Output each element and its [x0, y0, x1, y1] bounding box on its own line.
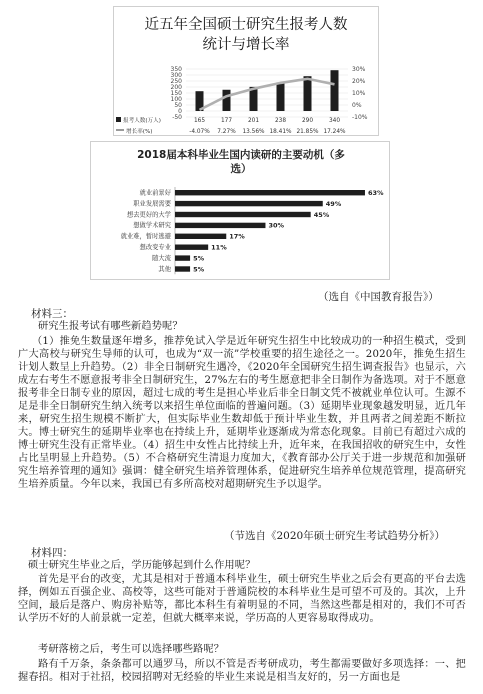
chart2-title-line1: 2018届本科毕业生国内读研的主要动机（多	[137, 149, 345, 161]
chart1-y-tick: 100	[170, 96, 182, 103]
chart2-category-label: 想去更好的大学	[126, 211, 171, 219]
chart1-bar	[277, 82, 285, 111]
chart2-value-label: 5%	[193, 265, 205, 274]
chart2-bar	[175, 255, 190, 260]
material3-body: （1）推免生数量逐年增多，推荐免试入学是近年研究生招生中比较成功的一种招生模式，受到广大高校与研究生导师的认可，也成为“双一流”学校重要的招生途径之一。2020年，推免生招生计划人数呈上升趋势。（2）非全日制研究生遇冷，《2020年全国研究生招生调查报告》也显示，六成左右考生不愿意报考非全日制研究生，27%左右的考生愿意把非全日制作为备选项。对于不愿意报考非全日制专业的原因，超过七成的考生是担心毕业后非全日制文凭不被就业单位认可。生源不足是非全日制研究生纳入统考以来招生单位面临的普遍问题。（3）延期毕业现象越发明显，近几年来，研究生招生规模不断扩大，但实际毕业生数却低于预计毕业生数，并且两者之间差距不断拉大。博士研究生的延期毕业率也在持续上升，延期毕业逐渐成为常态化现象。目前已有超过六成的博士研究生没有正常毕业。（4）招生中女性占比持续上升，近年来，在我国招收的研究生中，女性占比呈明显上升趋势。（5）不合格研究生清退力度加大，《教育部办公厅关于进一步规范和加强研究生培养管理的通知》强调：健全研究生培养管理体系，促进研究生培养单位规范管理，提高研究生培养质量。今年以来，我国已有多所高校对超期研究生予以退学。	[18, 336, 466, 490]
chart2-category-label: 其他	[158, 265, 171, 273]
chart1-y2-tick: 20%	[352, 78, 366, 85]
chart2-value-label: 5%	[193, 254, 205, 263]
chart1-y2-tick: 30%	[352, 66, 366, 73]
chart2-category-label: 想做学术研究	[133, 222, 171, 230]
chart1-y-tick: 50	[174, 102, 182, 109]
chart2-title-line2: 选）	[230, 163, 252, 175]
chart2-bar	[175, 223, 265, 228]
chart2-bar	[175, 234, 226, 239]
chart2-value-label: 17%	[229, 232, 245, 241]
chart1-y-tick: -50	[172, 114, 182, 121]
chart1-y2-tick: 0%	[352, 102, 362, 109]
chart1-title-line1: 近五年全国硕士研究生报考人数	[144, 17, 348, 33]
chart2-bar	[175, 201, 323, 206]
chart1-y-tick: 200	[170, 84, 182, 91]
chart1-y-tick: 0	[178, 108, 182, 115]
chart1-legend-bars: 报考人数(万人)	[123, 118, 161, 124]
chart1-data-label-rate: 13.56%	[242, 129, 265, 135]
material4-body-2: 路有千万条，条条都可以通罗马，所以不管是否考研成功，考生都需要做好多项选择：一、把握春招。相对于社招，校园招聘对无经验的毕业生来说是相当友好的，另一方面也是	[18, 659, 466, 683]
chart1-y-tick: 150	[170, 90, 182, 97]
chart2-value-label: 63%	[367, 189, 384, 197]
chart2-category-label: 想改变专业	[139, 244, 171, 251]
chart2-category-label: 就业难，暂时逃避	[120, 233, 171, 241]
chart2-category-label: 就业前景好	[139, 189, 171, 197]
material4-question-2: 考研落榜之后，考生可以选择哪些路呢？	[38, 644, 225, 655]
chart1-legend-line: 增长率(%)	[126, 129, 153, 135]
chart1-y-tick: 250	[170, 78, 182, 85]
chart1-y2-tick: 10%	[352, 90, 366, 97]
motivation-chart-plot	[91, 142, 391, 281]
chart2-value-label: 45%	[313, 210, 330, 219]
chart2-bar	[175, 190, 365, 195]
chart1-title-line2: 统计与增长率	[202, 37, 290, 53]
chart2-value-label: 30%	[268, 221, 285, 230]
material4-body: 首先是平台的改变，尤其是相对于普通本科毕业生，硕士研究生毕业之后会有更高的平台去选择，例如五百强企业、高校等，这些可能对于普通院校的本科毕业生是可望不可及的。其次，上升空间，最后是落户、购房补贴等，都比本科生有着明显的不同，当然这些都是相对的，我们不可否认学历不好的人前景就一定差，但就大概率来说，学历高的人更容易取得成功。	[18, 574, 466, 624]
chart1-y2-tick: -10%	[352, 114, 368, 121]
chart1-bar	[223, 90, 231, 111]
material3-question: 研究生报考试有哪些新趋势呢？	[38, 321, 183, 332]
chart2-value-label: 11%	[211, 243, 227, 252]
chart2-category-label: 随大流	[152, 254, 171, 262]
chart1-y-tick: 300	[170, 72, 182, 79]
chart1-data-label-rate: -4.07%	[189, 129, 210, 135]
applicants-chart-plot	[114, 7, 380, 137]
material4-label: 材料四：	[31, 547, 73, 559]
material3-label: 材料三：	[31, 308, 73, 320]
material3-source: （节选自《2020年硕士研究生考试趋势分析》）	[224, 530, 445, 542]
motivation-chart	[90, 141, 390, 280]
chart1-data-label-count: 290	[301, 118, 314, 124]
material4-question: 硕士研究生毕业之后，学历能够起到什么作用呢？	[28, 560, 256, 571]
applicants-chart	[113, 6, 379, 136]
chart1-data-label-count: 177	[220, 118, 233, 124]
chart1-data-label-rate: 21.85%	[296, 129, 319, 135]
chart2-bar	[175, 245, 208, 250]
chart1-data-label-rate: 17.24%	[323, 129, 346, 135]
chart1-y-tick: 350	[170, 66, 182, 73]
source-note-1: （选自《中国教育报告》）	[318, 291, 439, 303]
chart1-data-label-rate: 7.27%	[217, 129, 236, 135]
chart1-data-label-count: 165	[193, 118, 206, 124]
chart2-bar	[175, 266, 190, 271]
chart1-bar	[331, 70, 339, 111]
chart2-value-label: 49%	[325, 199, 342, 208]
chart1-data-label-rate: 18.41%	[269, 129, 292, 135]
chart2-category-label: 职业发展需要	[133, 200, 171, 208]
chart1-data-label-count: 340	[328, 118, 341, 124]
chart1-data-label-count: 238	[274, 118, 287, 124]
chart1-legend-swatch-bars	[116, 117, 121, 122]
chart1-bar	[304, 76, 312, 111]
chart1-data-label-count: 201	[247, 118, 260, 124]
chart2-bar	[175, 212, 311, 217]
